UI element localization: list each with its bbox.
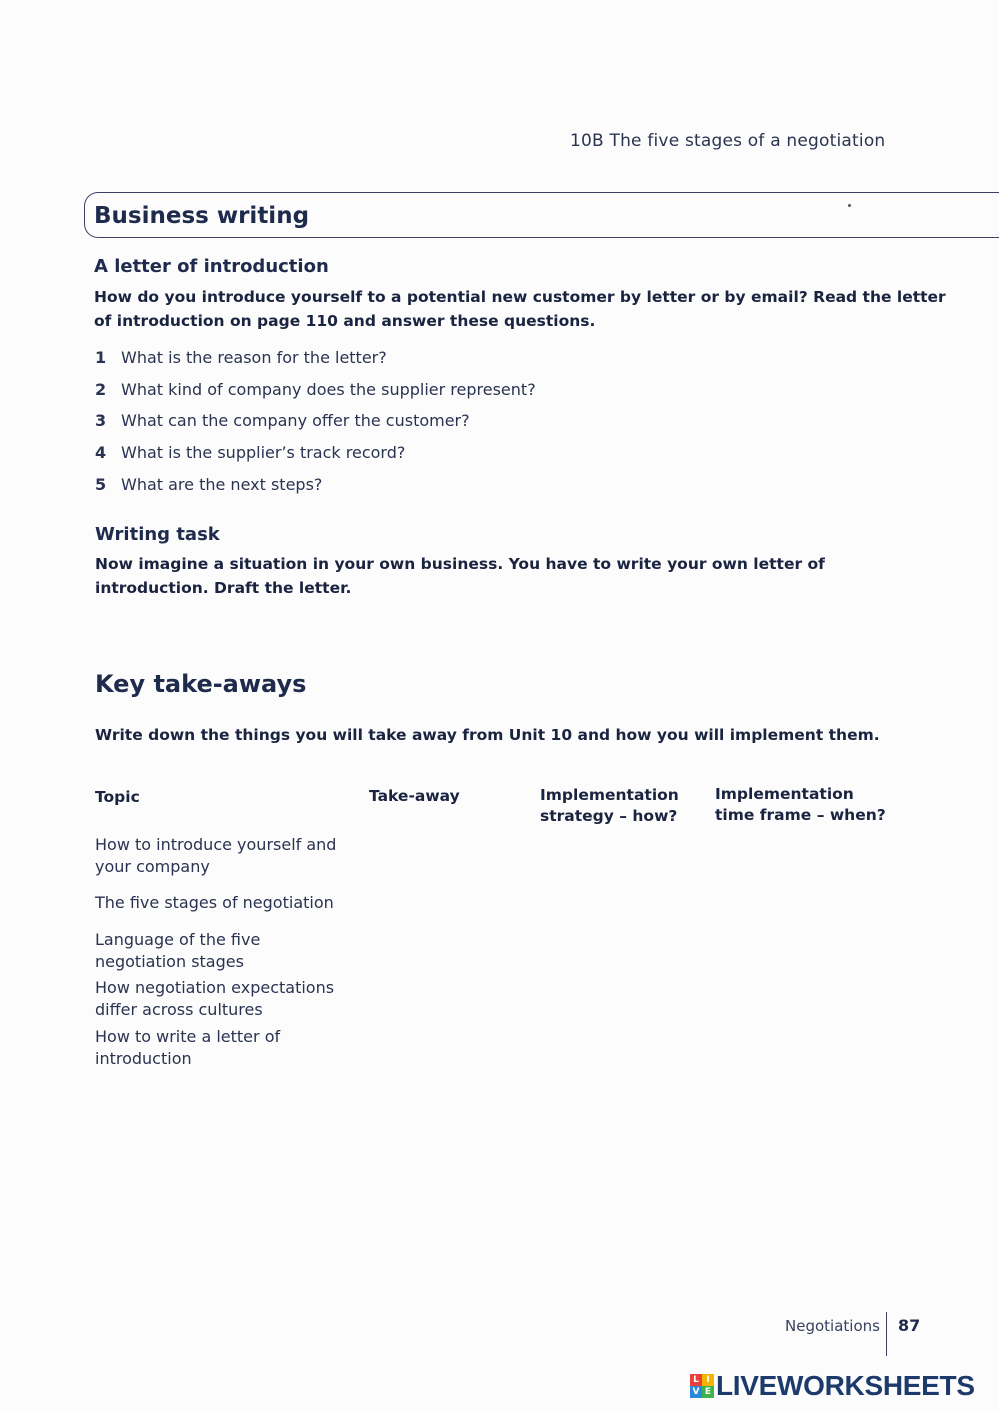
- watermark-text: LIVEWORKSHEETS: [716, 1370, 975, 1401]
- topic-line-1: How to introduce yourself and: [95, 835, 337, 854]
- logo-letter: E: [702, 1386, 714, 1398]
- footer-divider: [886, 1312, 887, 1356]
- column-header-timeframe-line-2: time frame – when?: [715, 806, 886, 824]
- running-head: 10B The five stages of a negotiation: [570, 131, 886, 151]
- question-text: What are the next steps?: [121, 475, 323, 494]
- letter-heading: A letter of introduction: [94, 256, 329, 277]
- logo-letter: I: [702, 1374, 714, 1386]
- takeaways-heading: Key take-aways: [95, 670, 307, 698]
- section-title: Business writing: [94, 203, 310, 229]
- question-text: What can the company offer the customer?: [121, 411, 470, 430]
- column-header-timeframe: [715, 784, 886, 826]
- liveworksheets-watermark: [690, 1370, 975, 1402]
- question-number: 4: [95, 443, 107, 462]
- question-item: [95, 348, 387, 367]
- takeaways-instruction: Write down the things you will take away from Unit 10 and how you will implement them.: [95, 726, 880, 744]
- column-header-strategy-line-1: Implementation: [540, 786, 679, 804]
- topic-line-1: Language of the five: [95, 930, 261, 949]
- question-number: 5: [95, 475, 107, 494]
- question-item: [95, 443, 405, 462]
- logo-letter: V: [690, 1386, 702, 1398]
- topic-line-1: How to write a letter of: [95, 1027, 281, 1046]
- logo-letter: L: [690, 1374, 702, 1386]
- question-number: 3: [95, 411, 107, 430]
- letter-instruction-line-1: How do you introduce yourself to a potential new customer by letter or by email? Read the letter: [94, 288, 946, 306]
- column-header-topic: Topic: [95, 788, 140, 806]
- table-row: [95, 1026, 355, 1070]
- liveworksheets-logo-icon: [690, 1374, 714, 1398]
- table-row: [95, 929, 355, 973]
- topic-line-1: How negotiation expectations: [95, 978, 335, 997]
- question-text: What kind of company does the supplier represent?: [121, 380, 536, 399]
- column-header-timeframe-line-1: Implementation: [715, 785, 854, 803]
- banner-dot: [848, 204, 851, 207]
- column-header-strategy: [540, 785, 679, 827]
- question-number: 2: [95, 380, 107, 399]
- topic-line-2: your company: [95, 857, 210, 876]
- topic-line-2: differ across cultures: [95, 1000, 263, 1019]
- table-row: [95, 834, 355, 878]
- topic-line-2: negotiation stages: [95, 952, 244, 971]
- table-row: [95, 977, 355, 1021]
- writing-task-line-1: Now imagine a situation in your own business. You have to write your own letter of: [95, 555, 825, 573]
- column-header-takeaway: Take-away: [369, 787, 460, 805]
- topic-line-1: The five stages of negotiation: [95, 893, 334, 912]
- question-item: [95, 411, 470, 430]
- writing-task-heading: Writing task: [95, 524, 220, 545]
- question-number: 1: [95, 348, 107, 367]
- topic-line-2: introduction: [95, 1049, 192, 1068]
- question-item: [95, 380, 536, 399]
- letter-instruction-line-2: of introduction on page 110 and answer these questions.: [94, 312, 596, 330]
- question-text: What is the supplier’s track record?: [121, 443, 406, 462]
- writing-task-line-2: introduction. Draft the letter.: [95, 579, 352, 597]
- column-header-strategy-line-2: strategy – how?: [540, 807, 678, 825]
- page-number: 87: [898, 1316, 921, 1335]
- table-row: [95, 892, 355, 914]
- footer-section-label: Negotiations: [785, 1317, 880, 1335]
- question-item: [95, 475, 322, 494]
- question-text: What is the reason for the letter?: [121, 348, 387, 367]
